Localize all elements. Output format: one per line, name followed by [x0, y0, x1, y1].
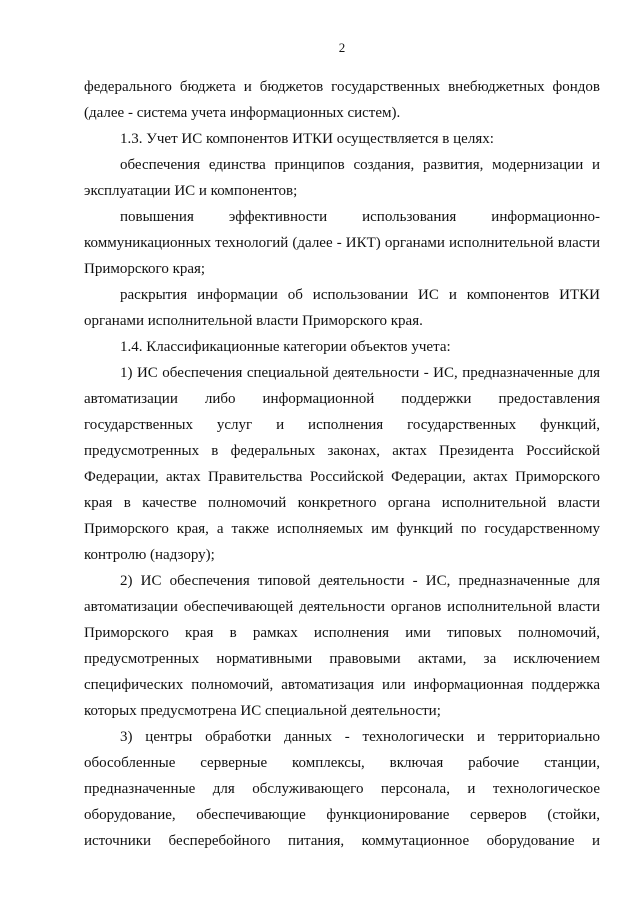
paragraph-goal-efficiency: повышения эффективности использования информационно-коммуникационных технологий (далее - ИКТ) органами исполнительной власти Приморского края;	[84, 209, 600, 277]
paragraph-category-typical: 2) ИС обеспечения типовой деятельности - ИС, предназначенные для автоматизации обеспечивающей деятельности органов исполнительной власти Приморского края в рамках исполнения ими типовых полномочий, предусмотренных нормативными правовыми актами, за исключением специфических полномочий, автоматизация или информационная поддержка которых предусмотрена ИС специальной деятельности;	[84, 573, 600, 719]
paragraph-section-1-3: 1.3. Учет ИС компонентов ИТКИ осуществляется в целях:	[120, 131, 494, 147]
page-number: 2	[338, 40, 346, 55]
paragraph-goal-unity: обеспечения единства принципов создания, развития, модернизации и эксплуатации ИС и компонентов;	[84, 157, 600, 199]
paragraph-goal-disclosure: раскрытия информации об использовании ИС и компонентов ИТКИ органами исполнительной власти Приморского края.	[84, 287, 600, 329]
paragraph-continuation: федерального бюджета и бюджетов государственных внебюджетных фондов (далее - система учета информационных систем).	[84, 79, 600, 121]
paragraph-category-special: 1) ИС обеспечения специальной деятельности - ИС, предназначенные для автоматизации либо информационной поддержки предоставления государственных услуг и исполнения государственных функций, предусмотренных в федеральных законах, актах Президента Российской Федерации, актах Правительства Российской Федерации, актах Приморского края в качестве полномочий конкретного органа исполнительной власти Приморского края, а также исполняемых им функций по государственному контролю (надзору);	[84, 365, 600, 563]
paragraph-section-1-4: 1.4. Классификационные категории объектов учета:	[120, 339, 451, 355]
paragraph-category-data-centers: 3) центры обработки данных - технологически и территориально обособленные серверные комплексы, включая рабочие станции, предназначенные для обслуживающего персонала, и технологическое оборудование, обеспечивающие функционирование серверов (стойки, источники бесперебойного питания, коммутационное оборудование и	[84, 729, 600, 849]
document-page	[84, 40, 600, 854]
